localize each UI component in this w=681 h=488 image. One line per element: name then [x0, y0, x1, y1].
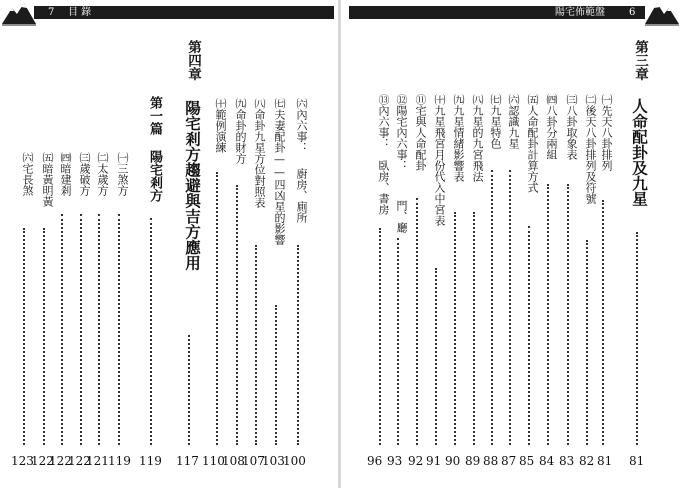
- left-page: [0, 0, 340, 488]
- toc-item-page: 90: [445, 454, 461, 468]
- toc-item-page: 89: [465, 454, 481, 468]
- toc-item-label: ㈩範例演練: [214, 98, 227, 153]
- toc-item-label: ㈩九星飛宮月份代入中宮表: [433, 94, 446, 226]
- leader-dots: [118, 214, 120, 445]
- toc-item-label: ㈠三煞方: [116, 152, 129, 196]
- leader-dots: [297, 245, 299, 445]
- toc-item-page: 108: [222, 454, 245, 468]
- chapter-4-leader-dots: [188, 335, 190, 445]
- chapter-3-title: 人命配卦及九星: [630, 98, 649, 207]
- toc-item-label: ㈥內六事：: [295, 98, 308, 153]
- section-1-heading: 第一篇: [147, 96, 162, 135]
- chapter-3-page: 81: [629, 454, 645, 468]
- toc-item-label: ⑪宅與人命配卦: [414, 94, 427, 171]
- left-header-bar: [34, 6, 334, 19]
- right-page: [341, 0, 681, 488]
- toc-item-label: ㈧命卦九星方位對照表: [253, 98, 266, 208]
- leader-dots: [61, 214, 63, 445]
- toc-item-label: ㈤暗黃明黃: [41, 152, 54, 207]
- leader-dots: [547, 184, 549, 445]
- toc-item-page: 87: [501, 454, 517, 468]
- chapter-3-heading: 第三章: [632, 40, 648, 81]
- toc-item-label: ㈨九星情緒影響表: [452, 94, 465, 182]
- leader-dots: [416, 198, 418, 445]
- toc-item-page: 83: [559, 454, 575, 468]
- leader-dots: [586, 240, 588, 445]
- toc-item-label: ㈤人命配卦計算方式: [526, 94, 539, 193]
- mountain-logo-icon: [2, 0, 36, 26]
- toc-item-page: 81: [597, 454, 613, 468]
- toc-item-page: 88: [483, 454, 499, 468]
- toc-item-label: ㈦夫妻配卦——四凶星的影響: [273, 98, 286, 245]
- leader-dots: [43, 228, 45, 445]
- leader-dots: [528, 226, 530, 445]
- chapter-4-heading: 第四章: [185, 40, 201, 81]
- toc-item-sub: 門、廳: [395, 200, 408, 233]
- toc-item-page: 103: [262, 454, 285, 468]
- leader-dots: [150, 218, 152, 445]
- toc-item-label: ㈥宅長煞: [21, 152, 34, 196]
- toc-item-label: ㈣暗建剎: [59, 152, 72, 196]
- leader-dots: [473, 212, 475, 445]
- leader-dots: [23, 228, 25, 445]
- chapter-4-title: 陽宅剎方趨避與吉方應用: [183, 100, 202, 271]
- left-header-page-number: 7: [48, 7, 55, 18]
- leader-dots: [397, 238, 399, 445]
- chapter-4-page: 117: [176, 454, 199, 468]
- left-header-title: 目 錄: [68, 7, 92, 18]
- leader-dots: [509, 170, 511, 445]
- toc-item-page: 82: [579, 454, 595, 468]
- toc-item-label: ㈡太歲方: [96, 152, 109, 196]
- toc-item-page: 122: [31, 454, 54, 468]
- leader-dots: [602, 200, 604, 445]
- leader-dots: [454, 212, 456, 445]
- toc-item-label: ㈢歲破方: [78, 152, 91, 196]
- toc-item-page: 100: [283, 454, 306, 468]
- leader-dots: [567, 184, 569, 445]
- right-header-page-number: 6: [629, 7, 636, 18]
- right-header-title: 陽宅佈範盤: [555, 7, 605, 18]
- toc-item-page: 96: [367, 454, 383, 468]
- toc-item-label: ㈥認識九星: [507, 94, 520, 149]
- toc-item-page: 110: [202, 454, 225, 468]
- leader-dots: [216, 172, 218, 445]
- toc-item-label: ㈣八卦分兩組: [545, 94, 558, 160]
- toc-item-page: 84: [539, 454, 555, 468]
- right-header-bar: [349, 6, 645, 19]
- toc-item-label: ⑫陽宅內六事：: [395, 94, 408, 171]
- toc-item-page: 92: [408, 454, 424, 468]
- leader-dots: [80, 214, 82, 445]
- toc-item-page: 119: [108, 454, 131, 468]
- leader-dots: [236, 185, 238, 445]
- toc-item-page: 91: [426, 454, 442, 468]
- toc-item-label: ⑬內六事：: [377, 94, 390, 149]
- leader-dots: [435, 268, 437, 445]
- toc-item-page: 85: [519, 454, 535, 468]
- toc-item-sub: 臥房、書房: [377, 160, 390, 215]
- toc-item-page: 93: [387, 454, 403, 468]
- toc-item-label: ㈨命卦的財方: [234, 98, 247, 164]
- toc-item-page: 123: [11, 454, 34, 468]
- toc-item-page: 122: [68, 454, 91, 468]
- chapter-3-leader-dots: [636, 232, 638, 445]
- toc-item-label: ㈧九星的九宮飛法: [471, 94, 484, 182]
- leader-dots: [275, 305, 277, 445]
- toc-item-page: 121: [86, 454, 109, 468]
- toc-item-sub: 廚房、廁所: [295, 168, 308, 223]
- leader-dots: [379, 228, 381, 445]
- toc-item-label: ㈡後天八卦排列及符號: [584, 94, 597, 204]
- toc-item-label: ㈢八卦取象表: [565, 94, 578, 160]
- toc-item-label: ㈦九星特色: [489, 94, 502, 149]
- leader-dots: [491, 170, 493, 445]
- toc-item-label: ㈠先天八卦排列: [600, 94, 613, 171]
- leader-dots: [98, 214, 100, 445]
- section-1-page: 119: [139, 454, 162, 468]
- section-1-title: 陽宅剎方: [147, 150, 162, 202]
- mountain-logo-icon: [645, 0, 679, 26]
- leader-dots: [255, 245, 257, 445]
- toc-item-page: 107: [242, 454, 265, 468]
- toc-item-page: 122: [49, 454, 72, 468]
